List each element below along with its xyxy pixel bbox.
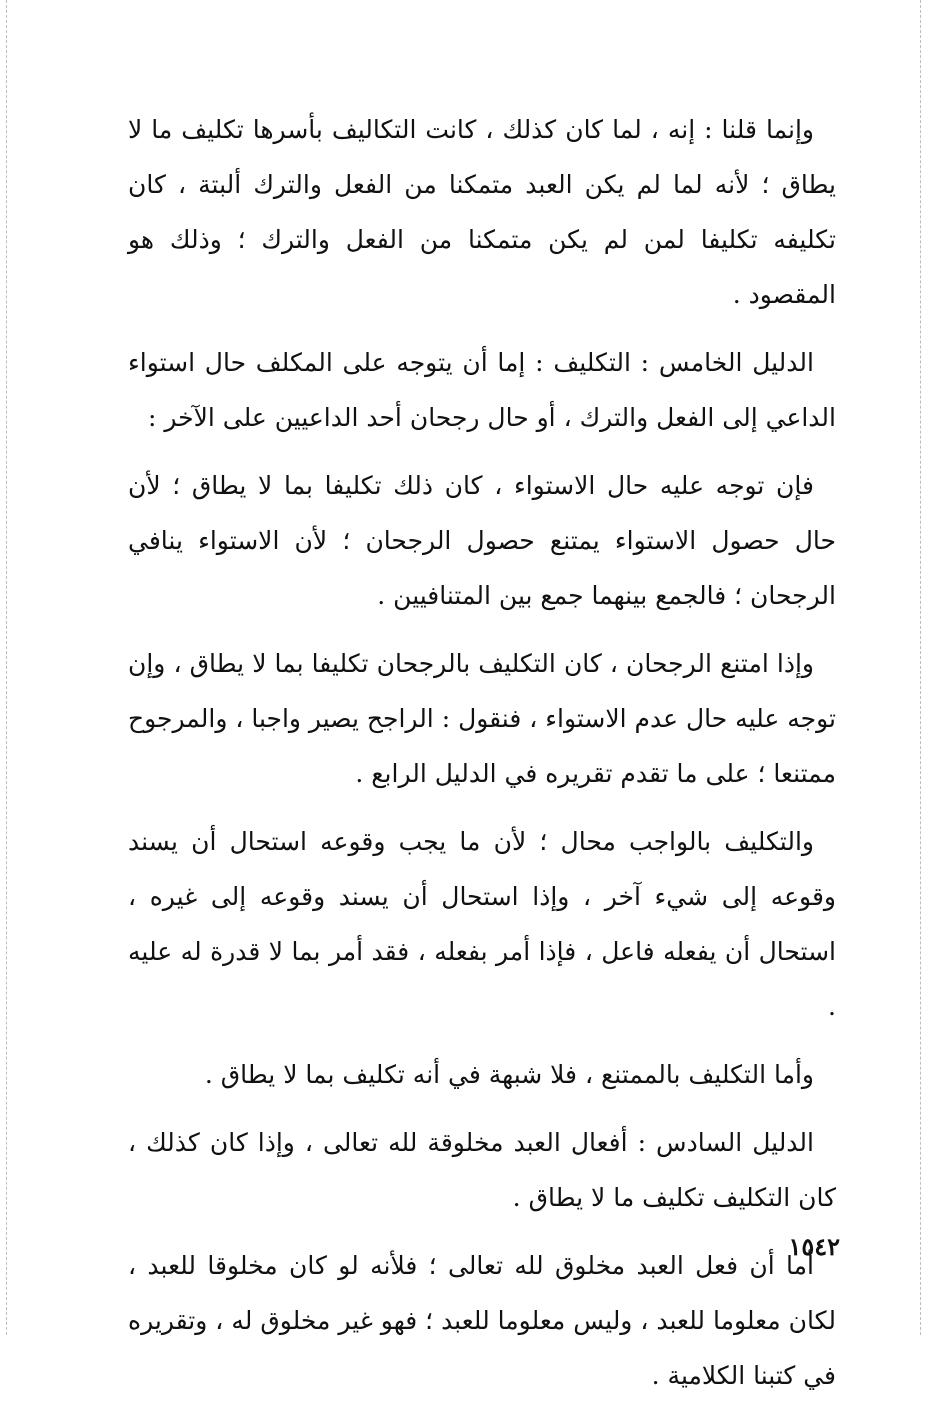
paragraph-2: الدليل الخامس : التكليف : إما أن يتوجه على المكلف حال استواء الداعي إلى الفعل والترك ، أو حال رجحان أحد الداعيين على الآخر : [128, 348, 836, 432]
paragraph-3: فإن توجه عليه حال الاستواء ، كان ذلك تكليفا بما لا يطاق ؛ لأن حال حصول الاستواء يمتنع حصول الرجحان ؛ لأن الاستواء ينافي الرجحان ؛ فالجمع بينهما جمع بين المتنافيين . [128, 471, 836, 610]
page-number: ١٥٤٢ [788, 1232, 840, 1261]
paragraph-6: وأما التكليف بالممتنع ، فلا شبهة في أنه تكليف بما لا يطاق . [204, 1060, 814, 1089]
paragraph-7: الدليل السادس : أفعال العبد مخلوقة لله تعالى ، وإذا كان كذلك ، كان التكليف تكليف ما لا يطاق . [128, 1128, 836, 1212]
paragraph-1: وإنما قلنا : إنه ، لما كان كذلك ، كانت التكاليف بأسرها تكليف ما لا يطاق ؛ لأنه لما لم يكن العبد متمكنا من الفعل والترك ألبتة ، كان تكليفه تكليفا لمن لم يكن متمكنا من الفعل والترك ؛ وذلك هو المقصود . [128, 115, 836, 309]
paragraph-4: وإذا امتنع الرجحان ، كان التكليف بالرجحان تكليفا بما لا يطاق ، وإن توجه عليه حال عدم الاستواء ، فنقول : الراجح يصير واجبا ، والمرجوح ممتنعا ؛ على ما تقدم تقريره في الدليل الرابع . [128, 649, 836, 788]
right-margin-guide [920, 0, 921, 1335]
page-body [128, 102, 836, 1416]
paragraph-5: والتكليف بالواجب محال ؛ لأن ما يجب وقوعه استحال أن يسند وقوعه إلى شيء آخر ، وإذا استحال أن يسند وقوعه إلى غيره ، استحال أن يفعله فاعل ، فإذا أمر بفعله ، فقد أمر بما لا قدرة له عليه . [128, 827, 836, 1021]
paragraph-8: أما أن فعل العبد مخلوق لله تعالى ؛ فلأنه لو كان مخلوقا للعبد ، لكان معلوما للعبد ، وليس معلوما للعبد ؛ فهو غير مخلوق له ، وتقريره في كتبنا الكلامية . [128, 1251, 836, 1390]
left-margin-guide [6, 0, 7, 1335]
